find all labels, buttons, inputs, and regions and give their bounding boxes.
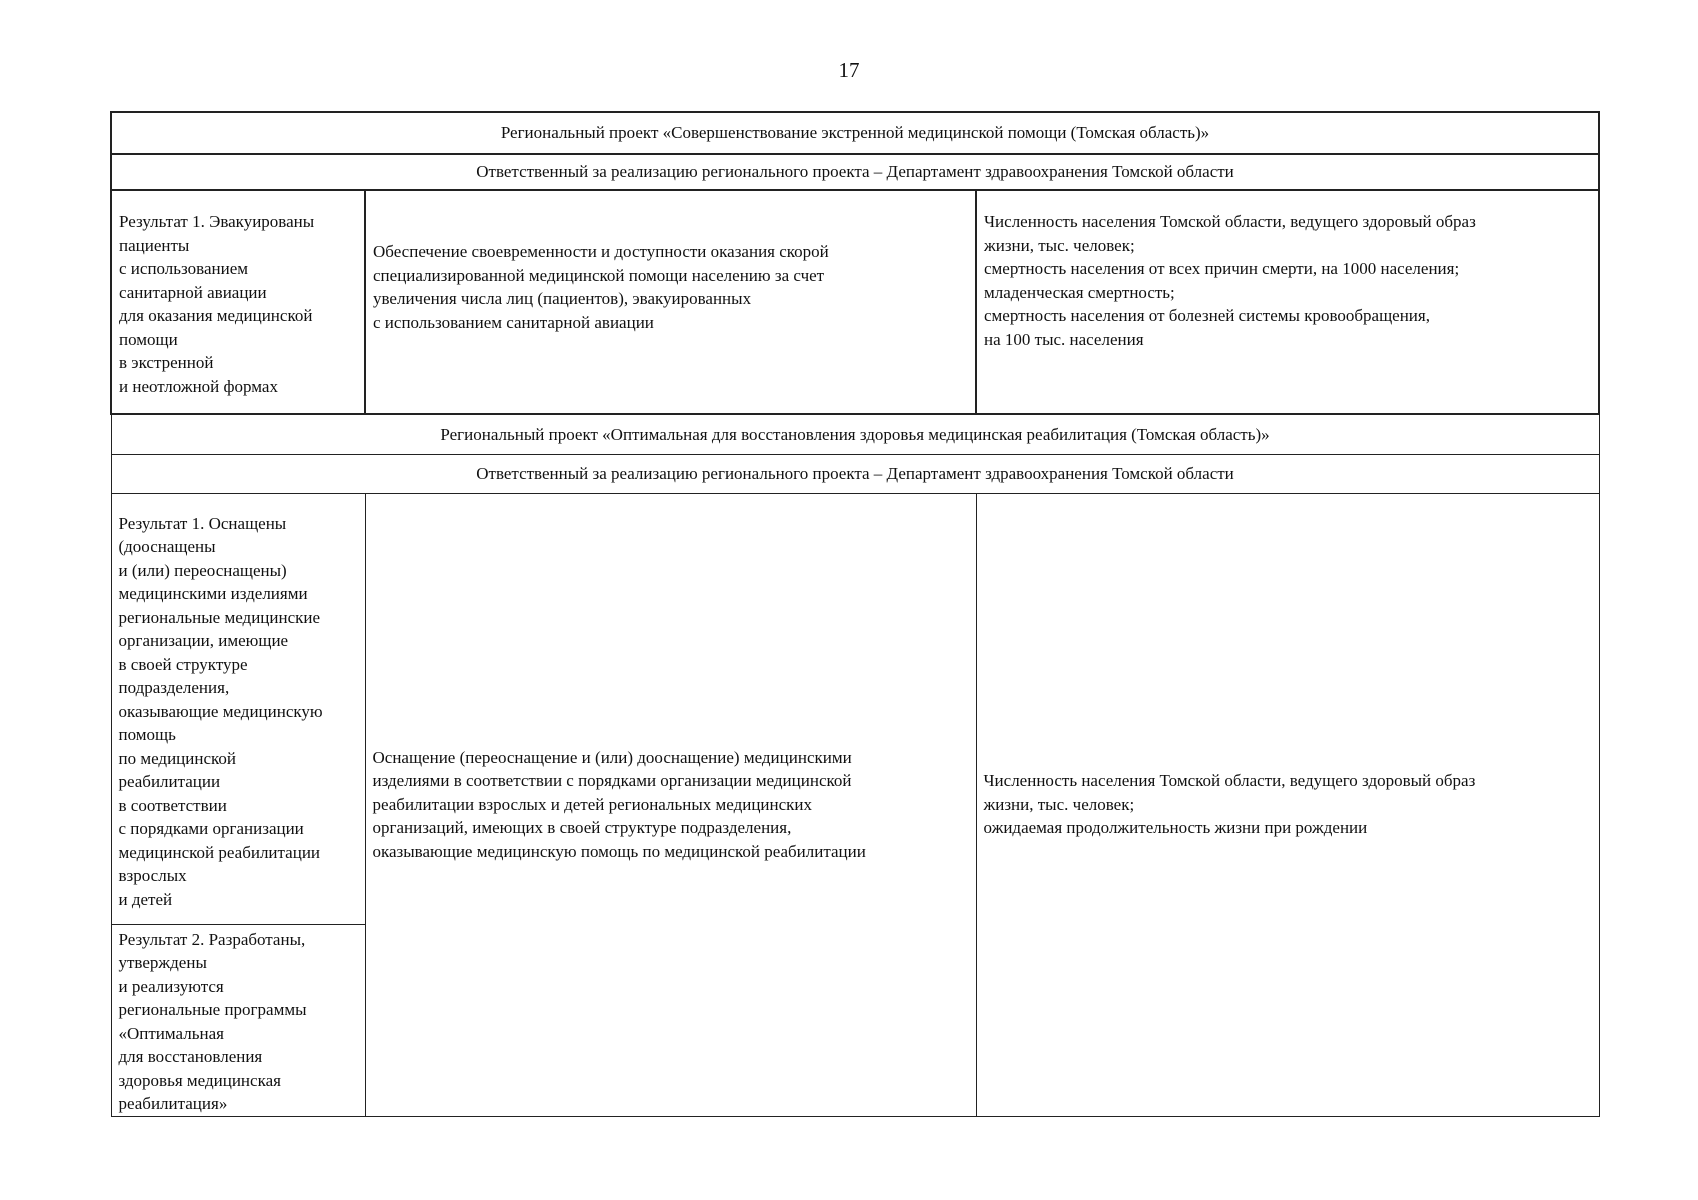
section1-task-cell (365, 190, 976, 414)
section1-indicator-line: на 100 тыс. населения (984, 329, 1144, 349)
section1-title: Региональный проект «Совершенствование экстренной медицинской помощи (Томская область)» (111, 112, 1599, 154)
section1-task-line: специализированной медицинской помощи населению за счет (373, 265, 825, 285)
section1-responsible: Ответственный за реализацию регионального проекта – Департамент здравоохранения Томской области (111, 154, 1599, 190)
section1-result-line: с использованием (119, 259, 249, 278)
section2-indicator-line: ожидаемая продолжительность жизни при рождении (983, 818, 1368, 838)
section2-content-row (111, 493, 1599, 924)
section2-result2-line: Результат 2. Разработаны, (118, 929, 306, 949)
section1-result-line: и неотложной формах (119, 376, 278, 396)
section1-result-line: санитарной авиации (119, 282, 267, 302)
section2-result1-line: и детей (118, 889, 173, 909)
section1-result-line: помощи (119, 329, 178, 349)
section2-result1-cell (111, 493, 365, 924)
section1-indicator-line: младенческая смертность; (984, 282, 1175, 302)
section2-responsible-row (111, 454, 1599, 493)
section2-result1-line: (дооснащены (118, 537, 216, 556)
section2-result1-line: с порядками организации (118, 819, 304, 838)
section2-task-cell (365, 493, 976, 1116)
section2-indicator-line: Численность населения Томской области, ведущего здоровый образ (983, 771, 1476, 791)
section2-result1-line: медицинской реабилитации (118, 842, 321, 862)
section1-indicator-line: смертность населения от болезней системы кровообращения, (984, 306, 1430, 325)
section2-result1-line: оказывающие медицинскую (118, 701, 323, 721)
section2-result1-line: взрослых (118, 866, 187, 885)
section2-result2-line: «Оптимальная (118, 1023, 224, 1043)
section2-task-line: изделиями в соответствии с порядками организации медицинской (372, 771, 852, 791)
section2-result1-line: региональные медицинские (118, 607, 321, 627)
section2-result1-line: Результат 1. Оснащены (118, 513, 287, 533)
section1-task-line: с использованием санитарной авиации (373, 312, 654, 332)
section2-responsible: Ответственный за реализацию регионального проекта – Департамент здравоохранения Томской области (111, 454, 1599, 493)
section1-responsible-row (111, 154, 1599, 190)
section2-result1-line: организации, имеющие (118, 631, 289, 650)
section2-result2-line: здоровья медицинская (118, 1070, 281, 1090)
section1-result-line: Результат 1. Эвакуированы (119, 212, 315, 231)
section2-task-line: Оснащение (переоснащение и (или) дооснащение) медицинскими (372, 747, 852, 767)
section2-result2-line: и реализуются (118, 976, 224, 996)
section2-indicator-line: жизни, тыс. человек; (983, 794, 1135, 814)
projects-table (110, 111, 1600, 1117)
section2-result2-line: утверждены (118, 953, 207, 972)
section1-indicator-line: жизни, тыс. человек; (984, 235, 1135, 255)
section2-result1-line: медицинскими изделиями (118, 584, 308, 603)
section2-task-line: оказывающие медицинскую помощь по медицинской реабилитации (372, 841, 866, 861)
section2-result1-line: по медицинской (118, 748, 237, 768)
section2-title-row (111, 414, 1599, 454)
section2-task-line: организаций, имеющих в своей структуре подразделения, (372, 818, 792, 838)
section1-indicator-line: Численность населения Томской области, ведущего здоровый образ (984, 212, 1476, 231)
section2-indicator-cell (976, 493, 1599, 1116)
section1-content-row (111, 190, 1599, 414)
section1-indicator-line: смертность населения от всех причин смерти, на 1000 населения; (984, 259, 1460, 278)
section2-result1-line: подразделения, (118, 678, 230, 697)
section2-result1-line: в своей структуре (118, 654, 248, 674)
section2-result2-line: для восстановления (118, 1047, 263, 1066)
section2-result2-line: региональные программы (118, 1000, 307, 1019)
section1-task-line: Обеспечение своевременности и доступности оказания скорой (373, 242, 829, 261)
section1-result-line: для оказания медицинской (119, 306, 313, 325)
section1-task-line: увеличения числа лиц (пациентов), эвакуированных (373, 289, 752, 308)
section1-indicator-cell (976, 190, 1599, 414)
section2-result1-line: реабилитации (118, 772, 221, 791)
section1-result-line: пациенты (119, 235, 190, 255)
section1-result-cell (111, 190, 365, 414)
page-number: 17 (838, 58, 860, 82)
section2-result1-line: помощь (118, 725, 176, 744)
section1-title-row (111, 112, 1599, 154)
section2-result2-cell (111, 924, 365, 1116)
section2-result1-line: и (или) переоснащены) (118, 560, 287, 580)
section1-result-line: в экстренной (119, 353, 214, 372)
section2-title: Региональный проект «Оптимальная для восстановления здоровья медицинская реабилитация (Томская область)» (111, 414, 1599, 454)
section2-result1-line: в соответствии (118, 795, 227, 815)
section2-task-line: реабилитации взрослых и детей региональных медицинских (372, 794, 813, 814)
section2-result2-line: реабилитация» (118, 1094, 228, 1113)
